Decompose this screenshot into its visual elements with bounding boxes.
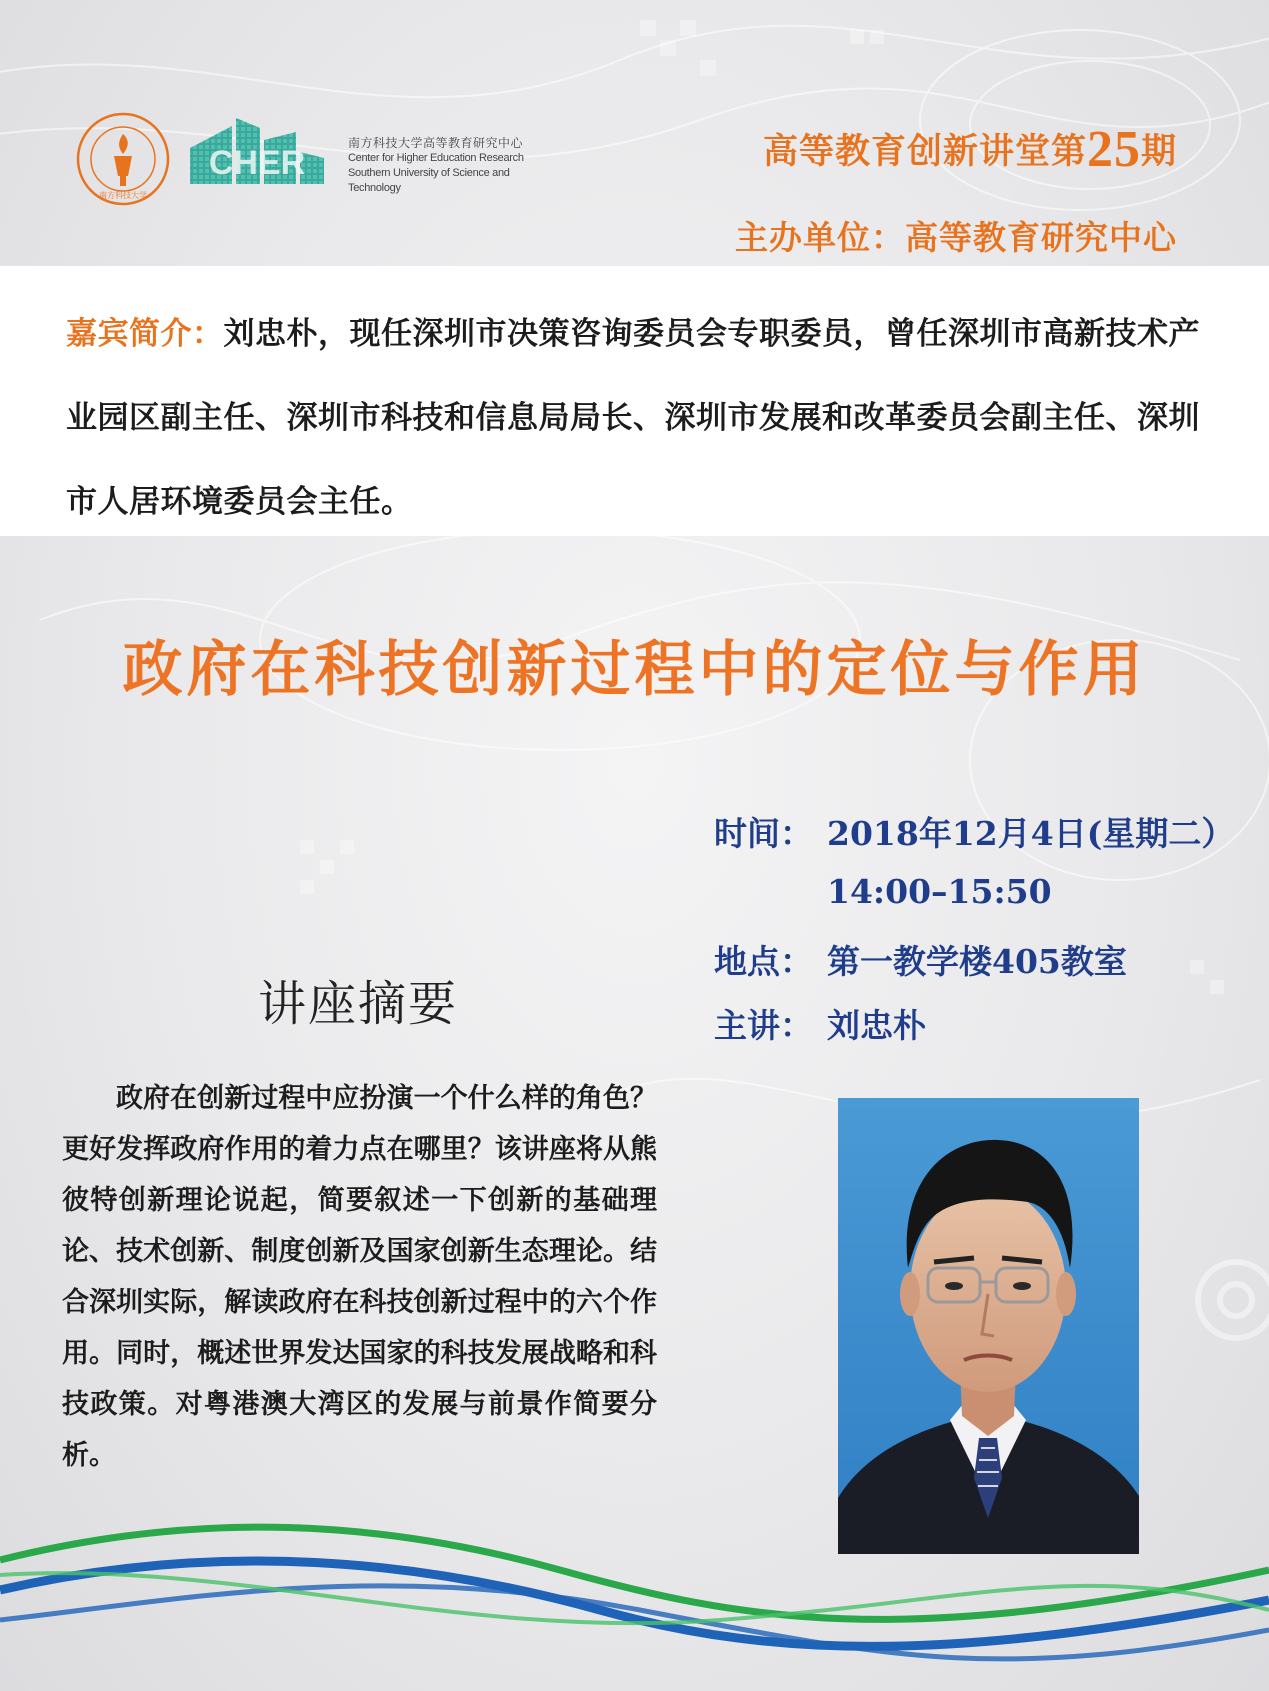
lecture-series-title — [763, 120, 1177, 179]
series-suffix: 期 — [1140, 132, 1177, 172]
abstract-body: 政府在创新过程中应扮演一个什么样的角色？更好发挥政府作用的着力点在哪里？该讲座将从熊彼特创新理论说起，简要叙述一下创新的基础理论、技术创新、制度创新及国家创新生态理论。结合深圳实际，解读政府在科技创新过程中的六个作用。同时，概述世界发达国家的科技发展战略和科技政策。对粤港澳大湾区的发展与前景作简要分析。 — [62, 1083, 657, 1471]
series-number: 25 — [1086, 121, 1141, 178]
decorative-waves — [0, 1500, 1269, 1691]
time-value: 2018年12月4日(星期二） — [827, 814, 1235, 853]
speaker-value: 刘忠朴 — [827, 1006, 926, 1045]
host-organizer: 主办单位：高等教育研究中心 — [735, 218, 1177, 257]
series-prefix: 高等教育创新讲堂第 — [762, 132, 1087, 172]
speaker-row — [714, 1000, 926, 1047]
time-row — [714, 808, 1234, 855]
center-name-en-2: Southern University of Science and Technology — [348, 167, 510, 194]
speaker-label: 主讲： — [714, 1006, 813, 1045]
place-value: 第一教学楼405教室 — [827, 942, 1127, 981]
lecture-title: 政府在科技创新过程中的定位与作用 — [122, 635, 1147, 705]
guest-intro-text: 刘忠朴，现任深圳市决策咨询委员会专职委员，曾任深圳市高新技术产业园区副主任、深圳市科技和信息局局长、深圳市发展和改革委员会副主任、深圳市人居环境委员会主任。 — [66, 316, 1200, 520]
svg-text:CHER: CHER — [208, 144, 306, 182]
time-label: 时间： — [714, 814, 813, 853]
cher-logo — [186, 114, 328, 192]
university-seal-logo — [76, 112, 170, 206]
center-name — [348, 136, 548, 196]
speaker-photo — [838, 1098, 1139, 1554]
header — [0, 0, 1269, 266]
center-name-cn: 南方科技大学高等教育研究中心 — [348, 136, 524, 150]
time-range: 14:00–15:50 — [827, 872, 1052, 911]
place-row — [714, 936, 1127, 983]
svg-text:南方科技大学: 南方科技大学 — [99, 191, 147, 200]
guest-intro — [66, 292, 1216, 544]
center-name-en-1: Center for Higher Education Research — [348, 152, 524, 164]
guest-intro-label: 嘉宾简介： — [66, 316, 224, 352]
abstract-heading: 讲座摘要 — [258, 976, 459, 1032]
place-label: 地点： — [714, 942, 813, 981]
